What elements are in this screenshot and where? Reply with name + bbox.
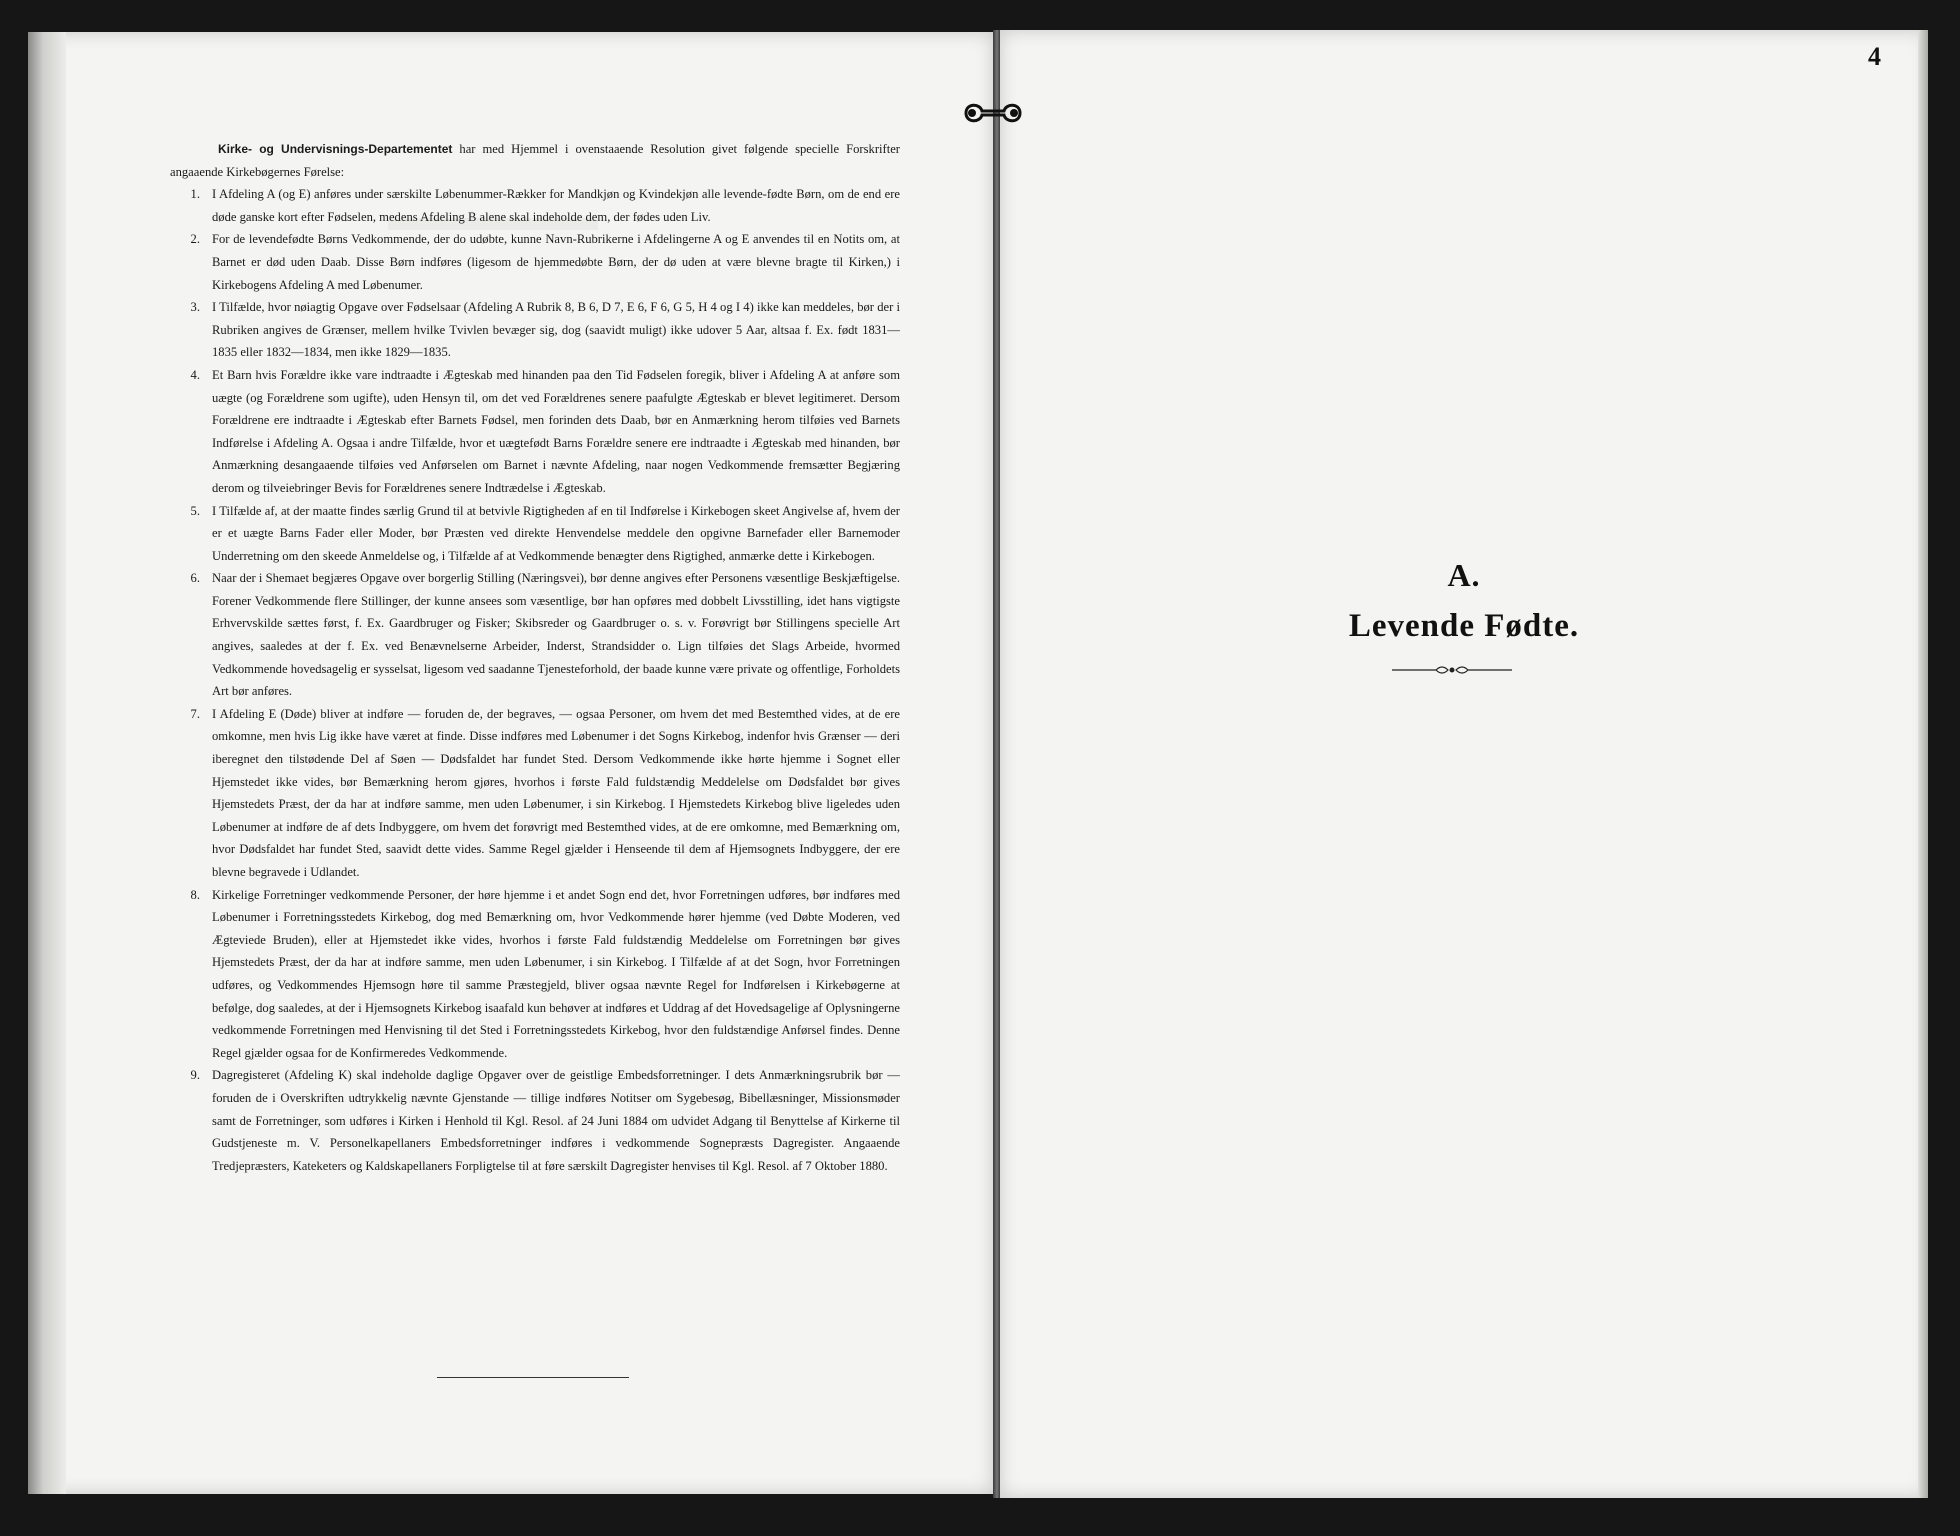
intro-department: Kirke- og Undervisnings-Departementet	[218, 142, 453, 156]
rule-number: 3.	[190, 300, 200, 315]
rule-number: 7.	[190, 706, 200, 721]
rule-number: 9.	[190, 1068, 200, 1083]
rule-item	[170, 703, 900, 884]
section-title: Levende Fødte.	[1348, 608, 1580, 644]
rule-number: 8.	[190, 887, 200, 902]
page-number: 4	[1868, 42, 1881, 71]
rule-item	[170, 500, 900, 568]
rule-text: Naar der i Shemaet begjæres Opgave over borgerlig Stilling (Næringsvei), bør denne angives efter Personens væsentlige Beskjæftigelse. Forener Vedkommende flere Stillinger, der kunne ansees som væsentlige, bør han opføres med dobbelt Livsstilling, idet hans vigtigste Erhvervskilde sættes først, f. Ex. Gaardbruger og Fisker; Skibsreder og Gaardbruger o. s. v. Forøvrigt bør Stillingens specielle Art angives, saaledes at der f. Ex. ved Benævnelserne Arbeider, Inderst, Strandsidder o. Lign tilføies det Slags Arbeide, hvormed Vedkommende hovedsagelig er sysselsat, ligesom ved saadanne Tjenesteforhold, der baade kunne være private og offentlige, Forholdets Art bør anføres.	[212, 571, 900, 699]
rule-item	[170, 183, 900, 228]
rule-text: I Tilfælde, hvor nøiagtig Opgave over Fødselsaar (Afdeling A Rubrik 8, B 6, D 7, E 6, F 6, G 5, H 4 og I 4) ikke kan meddeles, bør der i Rubriken angives de Grænser, mellem hvilke Tvivlen bevæger sig, dog (saavidt muligt) ikke udover 5 Aar, altsaa f. Ex. født 1831—1835 eller 1832—1834, men ikke 1829—1835.	[212, 300, 900, 360]
rule-item	[170, 1064, 900, 1177]
rule-number: 1.	[190, 187, 200, 202]
left-page-edge	[28, 32, 66, 1494]
rule-item	[170, 567, 900, 703]
regulations-text	[170, 138, 900, 1177]
end-divider	[437, 1377, 629, 1378]
ornament-divider-icon	[1392, 662, 1512, 678]
rule-item	[170, 884, 900, 1065]
rule-item	[170, 296, 900, 364]
section-letter: A.	[1447, 557, 1481, 593]
intro-text: har med Hjemmel i ovenstaaende Resolution givet følgende specielle Forskrifter angaaende Kirkebøgernes Førelse:	[170, 142, 900, 179]
binding-clasp-icon	[958, 99, 1028, 127]
rule-number: 6.	[190, 571, 200, 586]
rule-text: Kirkelige Forretninger vedkommende Personer, der høre hjemme i et andet Sogn end det, hvor Forretningen udføres, bør indføres med Løbenumer i Forretningsstedets Kirkebog, dog med Bemærkning om, hvor Vedkommende hører hjemme (ved Døbte Moderen, ved Ægteviede Bruden), eller at Hjemstedet ikke vides, hvorhos i første Fald fuldstændig Meddelelse om Forretningen bør gives Hjemstedets Præst, der da har at indføre samme, men uden Løbenumer, i sin Kirkebog. I Tilfælde af at det Sogn, hvor Forretningen udføres, og Vedkommendes Hjemsogn høre til samme Præstegjeld, bliver ogsaa nævnte Regel for Indførelsen i Kirkebøgerne at befølge, dog saaledes, at der i Hjemsognets Kirkebog isaafald kun behøver at indføres et Uddrag af det Hovedsagelige af Oplysningerne vedkommende Forretningen med Henvisning til det Sted i Forretningsstedets Kirkebog, hvor den fuldstændige Anførsel findes. Denne Regel gjælder ogsaa for de Konfirmeredes Vedkommende.	[212, 887, 900, 1060]
rule-number: 2.	[190, 232, 200, 247]
rule-number: 5.	[190, 503, 200, 518]
right-page-edge	[1918, 30, 1928, 1498]
rule-text: I Afdeling A (og E) anføres under særskilte Løbenummer-Rækker for Mandkjøn og Kvindekjøn alle levende-fødte Børn, om de end ere døde ganske kort efter Fødselen, medens Afdeling B alene skal indeholde dem, der fødes uden Liv.	[212, 187, 900, 224]
rule-item	[170, 228, 900, 296]
intro-paragraph	[170, 138, 900, 183]
rule-text: I Tilfælde af, at der maatte findes særlig Grund til at betvivle Rigtigheden af en til Indførelse i Kirkebogen skeet Angivelse af, hvem der er et uægte Barns Fader eller Moder, bør Præsten ved direkte Henvendelse meddele den opgivne Barnefader eller Barnemoder Underretning om den skeede Anmeldelse og, i Tilfælde af at Vedkommende benægter dens Rigtighed, anmærke dette i Kirkebogen.	[212, 503, 900, 563]
right-page	[1000, 30, 1928, 1498]
rule-text: Dagregisteret (Afdeling K) skal indeholde daglige Opgaver over de geistlige Embedsforretninger. I dets Anmærkningsrubrik bør — foruden de i Overskriften udtrykkelig nævnte Gjenstande — tillige indføres Notitser om Sygebesøg, Bibellæsninger, Missionsmøder samt de Forretninger, som udføres i Kirken i Henhold til Kgl. Resol. af 24 Juni 1884 om udvidet Adgang til Benyttelse af Kirkerne til Gudstjeneste m. V. Personelkapellaners Embedsforretninger indføres i vedkommende Sognepræsts Dagregister. Angaaende Tredjepræsters, Kateketers og Kaldskapellaners Forpligtelse til at føre særskilt Dagregister henvises til Kgl. Resol. af 7 Oktober 1880.	[212, 1068, 900, 1173]
rule-text: For de levendefødte Børns Vedkommende, der do udøbte, kunne Navn-Rubrikerne i Afdelingerne A og E anvendes til en Notits om, at Barnet er død uden Daab. Disse Børn indføres (ligesom de hjemmedøbte Børn, der dø uden at være blevne bragte til Kirken,) i Kirkebogens Afdeling A med Løbenumer.	[212, 232, 900, 292]
rule-text: I Afdeling E (Døde) bliver at indføre — foruden de, der begraves, — ogsaa Personer, om hvem det med Bestemthed vides, at de ere omkomne, men hvis Lig ikke have været at finde. Disse indføres med Løbenumer i det Sogns Kirkebog, indenfor hvis Grænser — deri iberegnet den tilstødende Del af Søen — Dødsfaldet har fundet Sted. Dersom Vedkommende ikke hørte hjemme i Sognet eller Hjemstedet ikke vides, bør Bemærkning herom gjøres, hvorhos i første Fald fuldstændig Meddelelse om Dødsfaldet bør gives Hjemstedets Præst, der da har at indføre samme, men uden Løbenumer, i sin Kirkebog. I Hjemstedets Kirkebog blive ligeledes uden Løbenumer at indføre de af dets Indbyggere, om hvem det forøvrigt med Bestemthed vides, at de ere omkomne, med Bemærkning om, hvor Dødsfaldet har fundet Sted, saavidt dette vides. Samme Regel gjælder i Henseende til dem af Hjemsognets Indbyggere, der ere blevne begravede i Udlandet.	[212, 706, 900, 879]
rule-text: Et Barn hvis Forældre ikke vare indtraadte i Ægteskab med hinanden paa den Tid Fødselen foregik, bliver i Afdeling A at anføre som uægte (og Forældrene som ugifte), uden Hensyn til, om det ved Forældrenes senere paafulgte Ægteskab er blevet legitimeret. Dersom Forældrene ere indtraadte i Ægteskab efter Barnets Fødsel, men forinden dets Daab, bør en Anmærkning herom tilføies ved Barnets Indførelse i Afdeling A. Ogsaa i andre Tilfælde, hvor et uægtefødt Barns Forældre senere ere indtraadte i Ægteskab med hinanden, bør Anmærkning desangaaende tilføies ved Anførselen om Barnet i nævnte Afdeling, naar nogen Vedkommende fremsætter Begjæring derom og tilveiebringer Bevis for Forældrenes senere Indtrædelse i Ægteskab.	[212, 367, 900, 495]
rule-item	[170, 364, 900, 500]
rule-number: 4.	[190, 367, 200, 382]
